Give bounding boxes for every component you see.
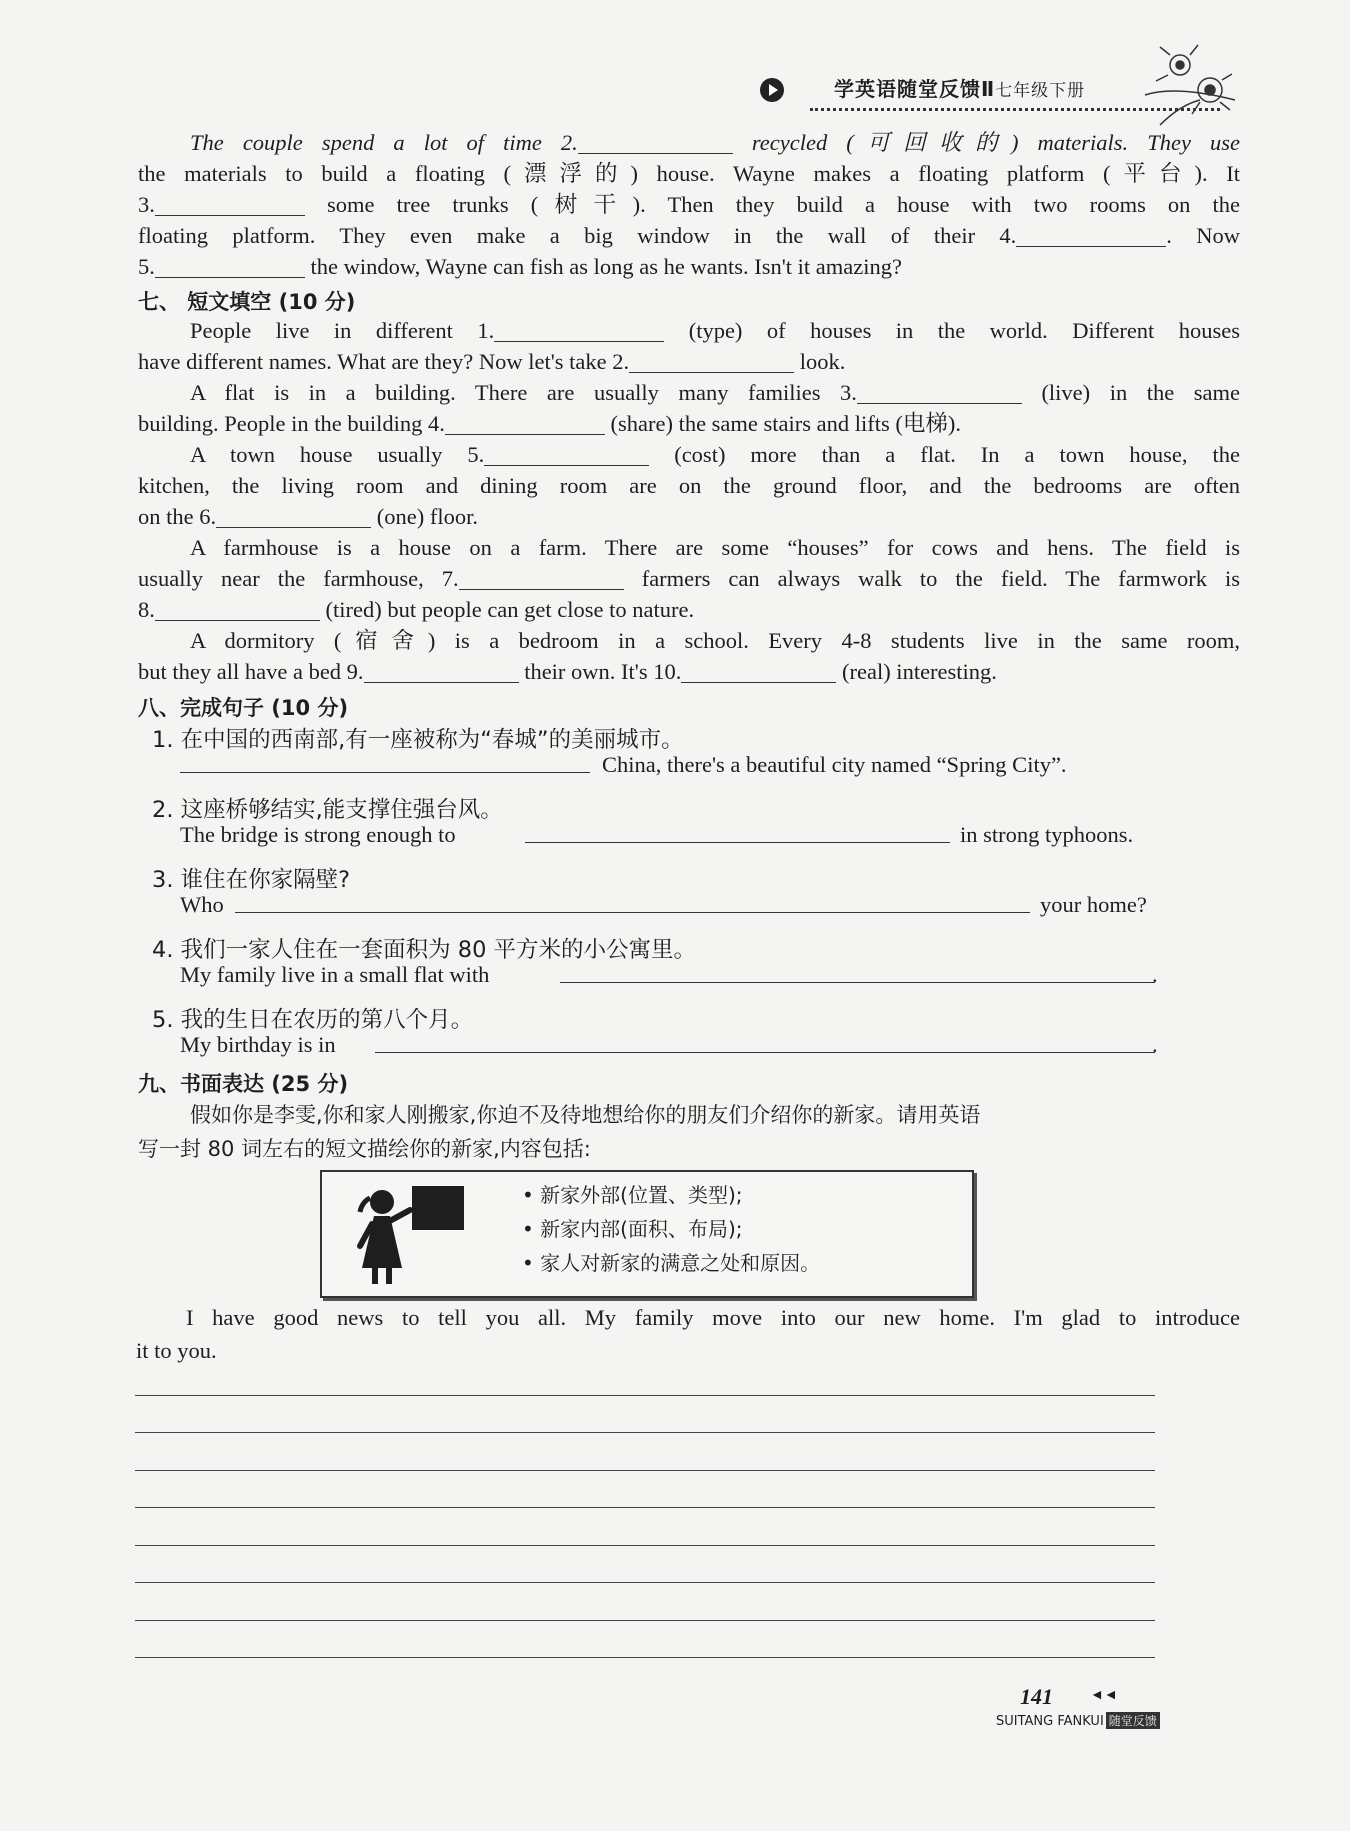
s9-opening-line-2: it to you.: [136, 1338, 217, 1363]
s8-item-4-cn: 4. 我们一家人住在一套面积为 80 平方米的小公寓里。: [152, 937, 697, 963]
footer-brand: [996, 1712, 1160, 1729]
s7-blank-8[interactable]: [155, 598, 320, 621]
teacher-at-board-icon: [342, 1180, 502, 1290]
s9-prompt-2: 写一封 80 词左右的短文描绘你的新家,内容包括:: [138, 1137, 591, 1161]
s8-item-3-cn: 3. 谁住在你家隔壁?: [152, 867, 351, 893]
section9-heading: 九、书面表达 (25 分): [138, 1072, 349, 1096]
writing-line-1[interactable]: [135, 1395, 1155, 1396]
s8-answer-2[interactable]: [525, 842, 950, 843]
page-number: 141: [1020, 1684, 1053, 1709]
tip-interior: • 新家内部(面积、布局);: [522, 1217, 743, 1241]
blank-4[interactable]: [1016, 224, 1166, 247]
s8-answer-1[interactable]: [180, 772, 590, 773]
writing-line-4[interactable]: [135, 1507, 1155, 1508]
passage6-line-2: the materials to build a floating (漂浮的) house. Wayne makes a floating platform (平台). It: [138, 161, 1240, 186]
s8-item-3-en-before: Who: [180, 892, 224, 917]
s8-item-1-cn: 1. 在中国的西南部,有一座被称为“春城”的美丽城市。: [152, 727, 684, 753]
s7-blank-3[interactable]: [857, 381, 1022, 404]
header-title: 学英语随堂反馈Ⅱ七年级下册: [834, 77, 1086, 101]
s8-answer-5[interactable]: [375, 1052, 1155, 1053]
s7-line-2: have different names. What are they? Now let's take 2. look.: [138, 349, 846, 374]
tip-exterior: • 新家外部(位置、类型);: [522, 1183, 743, 1207]
play-icon: [760, 78, 784, 102]
s8-item-3-en-after: your home?: [1040, 892, 1147, 917]
s8-item-2-cn: 2. 这座桥够结实,能支撑住强台风。: [152, 797, 503, 823]
flower-decoration-icon: [1140, 30, 1240, 140]
s9-opening-line-1: I have good news to tell you all. My family move into our new home. I'm glad to introduce: [186, 1305, 1240, 1330]
s8-item-5-cn: 5. 我的生日在农历的第八个月。: [152, 1007, 474, 1033]
s7-blank-6[interactable]: [216, 505, 371, 528]
writing-line-7[interactable]: [135, 1620, 1155, 1621]
writing-line-8[interactable]: [135, 1657, 1155, 1658]
passage6-line-1: The couple spend a lot of time 2. recycled (可回收的) materials. They use: [190, 130, 1241, 155]
s7-line-12: but they all have a bed 9. their own. It's 10. (real) interesting.: [138, 659, 997, 684]
tips-list: [522, 1178, 820, 1280]
s7-line-10: 8. (tired) but people can get close to nature.: [138, 597, 695, 622]
s7-blank-2[interactable]: [629, 350, 794, 373]
passage6-line-4: floating platform. They even make a big window in the wall of their 4. . Now: [138, 223, 1241, 248]
s7-line-4: building. People in the building 4. (share) the same stairs and lifts (电梯).: [138, 411, 962, 436]
writing-line-2[interactable]: [135, 1432, 1155, 1433]
writing-line-3[interactable]: [135, 1470, 1155, 1471]
s8-item-5-en-before: My birthday is in: [180, 1032, 336, 1057]
blank-2[interactable]: [578, 131, 733, 154]
section7-heading: 七、 短文填空 (10 分): [138, 290, 356, 314]
s7-line-1: People live in different 1. (type) of houses in the world. Different houses: [190, 318, 1241, 343]
s8-item-4-en-after: .: [1152, 962, 1158, 987]
s8-answer-3[interactable]: [235, 912, 1030, 913]
s8-answer-4[interactable]: [560, 982, 1155, 983]
s7-line-7: on the 6. (one) floor.: [138, 504, 478, 529]
s7-line-9: usually near the farmhouse, 7. farmers can always walk to the field. The farmwork is: [138, 566, 1241, 591]
s7-blank-4[interactable]: [445, 412, 605, 435]
s8-item-4-en-before: My family live in a small flat with: [180, 962, 490, 987]
writing-line-5[interactable]: [135, 1545, 1155, 1546]
s7-blank-5[interactable]: [484, 443, 649, 466]
s7-blank-7[interactable]: [459, 567, 624, 590]
s8-item-1-en-after: China, there's a beautiful city named “Spring City”.: [602, 752, 1067, 777]
s7-line-5: A town house usually 5. (cost) more than a flat. In a town house, the: [190, 442, 1240, 467]
footer-badge: 随堂反馈: [1106, 1712, 1160, 1729]
s7-blank-1[interactable]: [494, 319, 664, 342]
s7-line-8: A farmhouse is a house on a farm. There are some “houses” for cows and hens. The field is: [190, 535, 1240, 560]
writing-line-6[interactable]: [135, 1582, 1155, 1583]
section8-heading: 八、完成句子 (10 分): [138, 696, 349, 720]
blank-3[interactable]: [155, 193, 305, 216]
s8-item-5-en-after: .: [1152, 1032, 1158, 1057]
s7-blank-10[interactable]: [681, 660, 836, 683]
tip-satisfaction: • 家人对新家的满意之处和原因。: [522, 1251, 821, 1275]
header-subtitle: 七年级下册: [995, 81, 1086, 101]
passage6-line-3: 3. some tree trunks (树干). Then they build a house with two rooms on the: [138, 192, 1241, 217]
s9-prompt-1: 假如你是李雯,你和家人刚搬家,你迫不及待地想给你的朋友们介绍你的新家。请用英语: [190, 1103, 981, 1127]
s7-blank-9[interactable]: [364, 660, 519, 683]
tips-box: [320, 1170, 974, 1298]
blank-5[interactable]: [155, 255, 305, 278]
s7-line-11: A dormitory (宿舍) is a bedroom in a school. Every 4-8 students live in the same room,: [190, 628, 1240, 653]
s8-item-2-en-before: The bridge is strong enough to: [180, 822, 456, 847]
s8-item-2-en-after: in strong typhoons.: [960, 822, 1134, 847]
footer-brand-text: SUITANG FANKUI: [996, 1714, 1104, 1729]
s7-line-6: kitchen, the living room and dining room are on the ground floor, and the bedrooms are often: [138, 473, 1240, 498]
s7-line-3: A flat is in a building. There are usually many families 3. (live) in the same: [190, 380, 1240, 405]
double-arrow-icon: ◄◄: [1090, 1688, 1118, 1703]
passage6-line-5: 5. the window, Wayne can fish as long as he wants. Isn't it amazing?: [138, 254, 902, 279]
